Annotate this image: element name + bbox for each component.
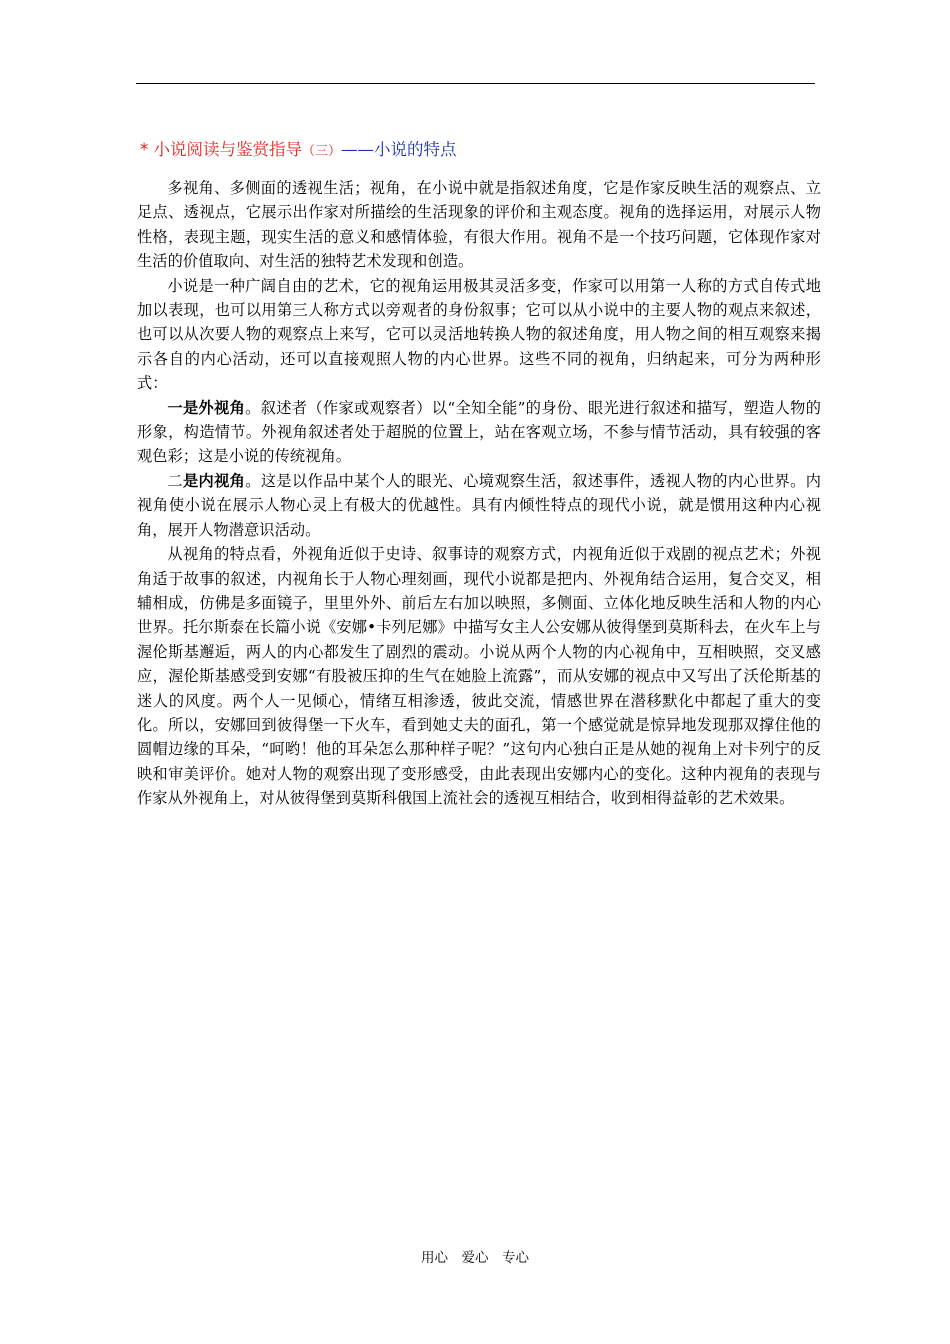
document-title — [140, 139, 820, 163]
page-footer: 用心 爱心 专心 — [421, 1250, 529, 1266]
paragraph-1-text: 多视角、多侧面的透视生活；视角，在小说中就是指叙述角度，它是作家反映生活的观察点、立足点、透视点，它展示出作家对所描绘的生活现象的评价和主观态度。视角的选择运用，对展示人物性格，表现主题，现实生活的意义和感情体验，有很大作用。视角不是一个技巧问题，它体现作家对生活的价值取向、对生活的独特艺术发现和创造。 — [137, 179, 821, 271]
paragraph-2-text: 小说是一种广阔自由的艺术，它的视角运用极其灵活多变，作家可以用第一人称的方式自传式地加以表现，也可以用第三人称方式以旁观者的身份叙事；它可以从小说中的主要人物的观点来叙述，也可以从次要人物的观察点上来写，它可以灵活地转换人物的叙述角度，用人物之间的相互观察来揭示各自的内心活动，还可以直接观照人物的内心世界。这些不同的视角，归纳起来，可分为两种形式： — [137, 276, 821, 393]
paragraph-3-text: 。叙述者（作家或观察者）以“全知全能”的身份、眼光进行叙述和描写，塑造人物的形象，构造情节。外视角叙述者处于超脱的位置上，站在客观立场，不参与情节活动，具有较强的客观色彩；这是小说的传统视角。 — [137, 398, 821, 466]
paragraph-3 — [137, 396, 821, 469]
paragraph-5-text: 从视角的特点看，外视角近似于史诗、叙事诗的观察方式，内视角近似于戏剧的视点艺术；外视角适于故事的叙述，内视角长于人物心理刻画，现代小说都是把内、外视角结合运用，复合交叉，相辅相成，仿佛是多面镜子，里里外外、前后左右加以映照，多侧面、立体化地反映生活和人物的内心世界。托尔斯泰在长篇小说《安娜•卡列尼娜》中描写女主人公安娜从彼得堡到莫斯科去，在火车上与渥伦斯基邂逅，两人的内心都发生了剧烈的震动。小说从两个人物的内心视角中，互相映照，交叉感应，渥伦斯基感受到安娜“有股被压抑的生气在她脸上流露”，而从安娜的视点中又写出了沃伦斯基的迷人的风度。两个人一见倾心，情绪互相渗透，彼此交流，情感世界在潜移默化中都起了重大的变化。所以，安娜回到彼得堡一下火车，看到她丈夫的面孔，第一个感觉就是惊异地发现那双撑住他的圆帽边缘的耳朵，“呵哟！他的耳朵怎么那种样子呢？”这句内心独白正是从她的视角上对卡列宁的反映和审美评价。她对人物的观察出现了变形感受，由此表现出安娜内心的变化。这种内视角的表现与作家从外视角上，对从彼得堡到莫斯科俄国上流社会的透视互相结合，收到相得益彰的艺术效果。 — [137, 545, 821, 808]
document-body — [137, 176, 821, 811]
paragraph-4-lead: 是内视角 — [182, 471, 246, 490]
paragraph-1 — [137, 176, 821, 274]
title-dash: —— — [341, 140, 375, 159]
paragraph-2 — [137, 274, 821, 396]
title-subtitle: 小说的特点 — [374, 140, 457, 159]
title-part-number: （三） — [302, 144, 342, 159]
paragraph-5 — [137, 542, 821, 810]
header-rule — [136, 83, 815, 84]
paragraph-3-lead: 一是外视角 — [167, 398, 246, 417]
paragraph-4-text: 。这是以作品中某个人的眼光、心境观察生活，叙述事件，透视人物的内心世界。内视角使小说在展示人物心灵上有极大的优越性。具有内倾性特点的现代小说，就是惯用这种内心视角，展开人物潜意识活动。 — [137, 471, 821, 539]
title-main: 小说阅读与鉴赏指导 — [153, 140, 302, 159]
paragraph-4 — [137, 469, 821, 542]
title-star: * — [140, 140, 149, 159]
paragraph-4-lead-plain: 二 — [167, 471, 183, 490]
